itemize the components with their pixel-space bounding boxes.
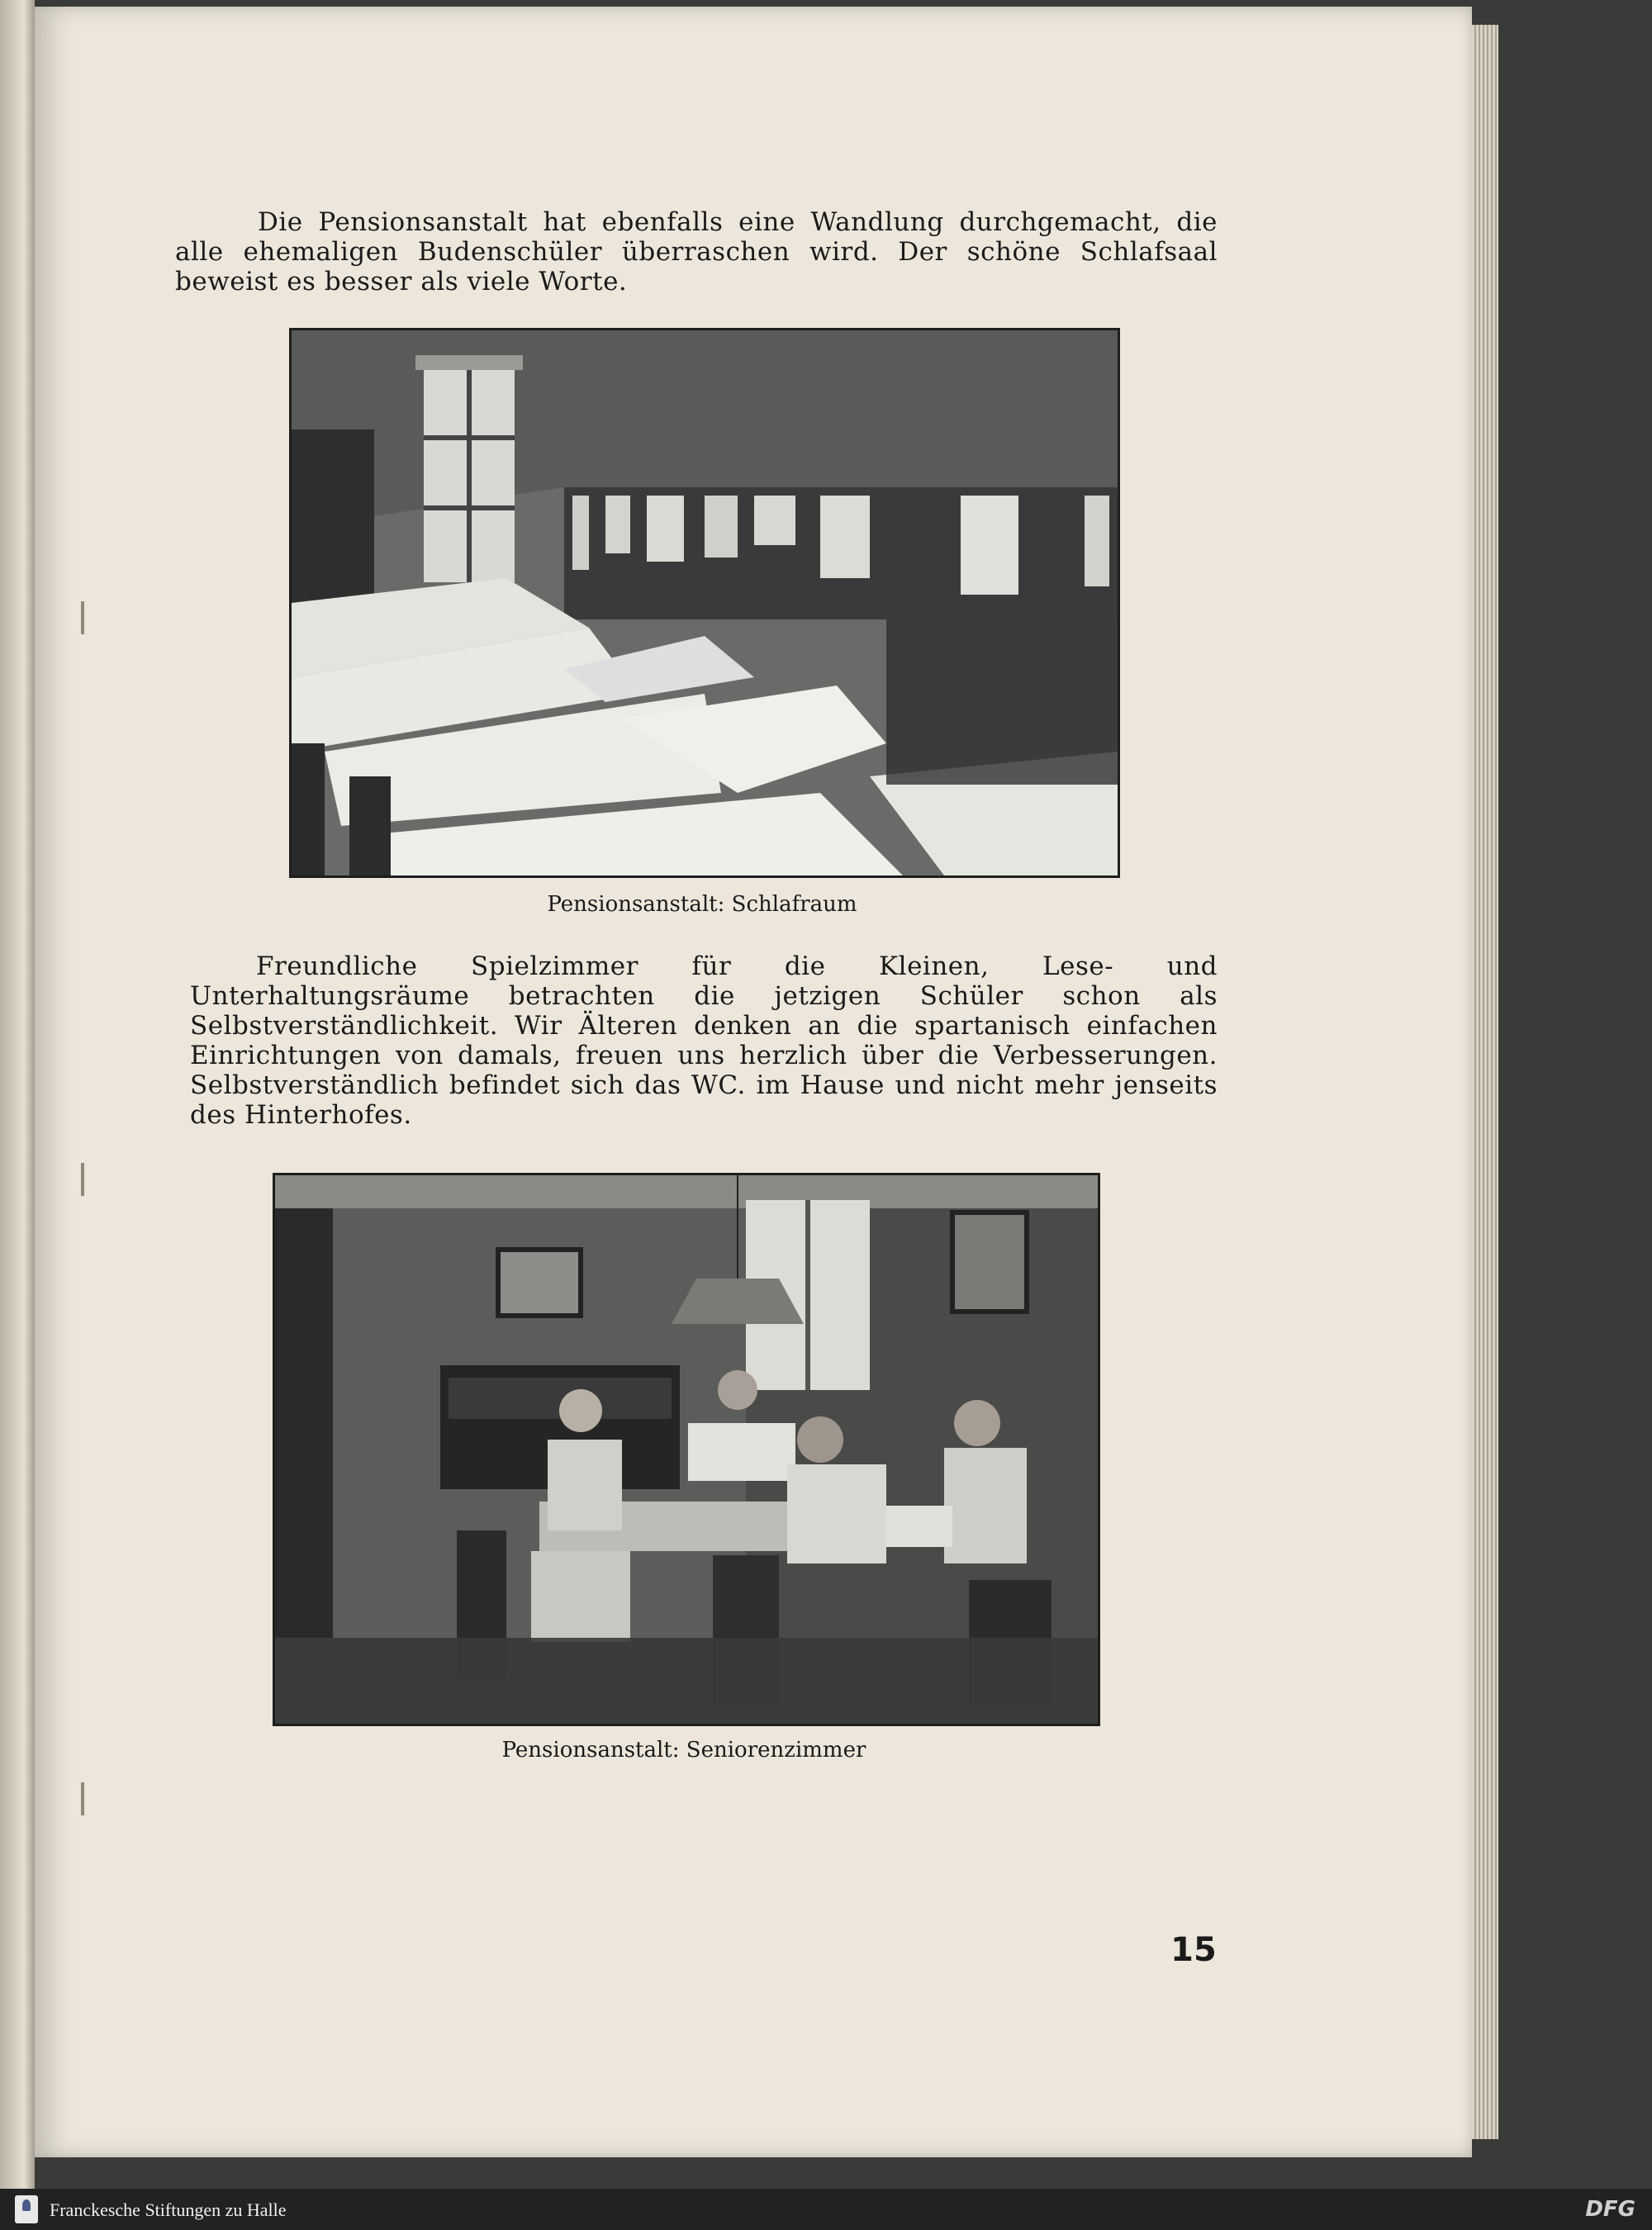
binding-stitch [81,1163,84,1196]
page-number: 15 [1170,1931,1217,1969]
viewer-footer [0,2189,1652,2230]
dfg-logo: DFG [1585,2197,1635,2222]
paragraph-1: Die Pensionsanstalt hat ebenfalls eine Wandlung durchgemacht, die alle ehemaligen Budenschüler überraschen wird. Der schöne Schlafsaal beweist es besser als viele Worte. [175,207,1218,297]
binding-stitch [81,601,84,634]
page-stack-edge [1472,25,1498,2139]
institution-name: Franckesche Stiftungen zu Halle [50,2199,287,2220]
figure-2-caption: Pensionsanstalt: Seniorenzimmer [501,1738,866,1763]
photo-dormitory [289,328,1120,878]
photo-senior-room [273,1173,1100,1726]
figure-1-caption: Pensionsanstalt: Schlafraum [547,892,857,917]
left-page-edge [0,0,35,2189]
binding-stitch [81,1782,84,1815]
paragraph-2: Freundliche Spielzimmer für die Kleinen, Lese- und Unterhaltungsräume betrachten die jetzigen Schüler schon als Selbstverständlichkeit. Wir Älteren denken an die spartanisch einfachen Einrichtungen von damals, freuen uns herzlich über die Verbesserungen. Selbstverständlich befindet sich das WC. im Hause und nicht mehr jenseits des Hinterhofes. [190,951,1218,1130]
franckesche-stiftungen-logo-icon [15,2195,38,2223]
